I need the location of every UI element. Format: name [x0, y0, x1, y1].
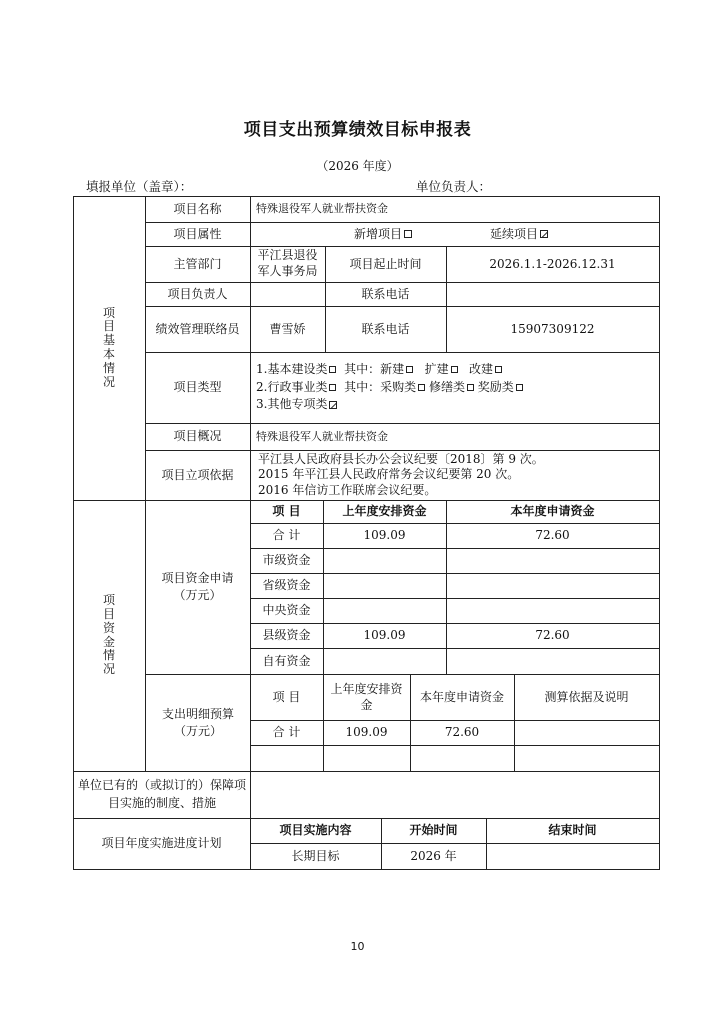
table-row-this — [446, 548, 659, 573]
contact-value: 曹雪娇 — [269, 321, 306, 336]
basis-value — [250, 450, 659, 500]
checkbox-icon[interactable] — [329, 384, 336, 391]
basic-section-label: 项目基本情况 — [102, 305, 115, 389]
type-line-2: 2.行政事业类 其中：采购类 修缮类 奖励类 — [256, 379, 523, 396]
basis-label: 项目立项依据 — [161, 467, 234, 482]
period-value: 2026.1.1-2026.12.31 — [489, 256, 616, 271]
checkbox-icon[interactable] — [467, 384, 474, 391]
attr-continue-option[interactable]: 延续项目 — [490, 227, 548, 242]
overview-label: 项目概况 — [173, 429, 222, 443]
table-row-last — [323, 598, 446, 623]
table-row-this: 72.60 — [535, 628, 570, 642]
project-name-label: 项目名称 — [173, 201, 222, 216]
table-row-last: 109.09 — [363, 628, 406, 642]
table-row-label: 市级资金 — [262, 553, 311, 567]
form-title: 项目支出预算绩效目标申报表 — [243, 120, 472, 140]
table-row-last — [323, 648, 446, 674]
funds-apply-label: 项目资金申请（万元） — [161, 571, 234, 602]
overview-value: 特殊退役军人就业帮扶资金 — [256, 429, 388, 443]
type-line-3: 3.其他专项类 — [256, 396, 337, 413]
detail-col-basis: 测算依据及说明 — [544, 689, 629, 704]
contact-label: 绩效管理联络员 — [155, 321, 240, 336]
table-row-last — [323, 548, 446, 573]
table-row-last — [323, 573, 446, 598]
table-row-label: 自有资金 — [262, 653, 311, 668]
table-row-label: 合 计 — [272, 528, 301, 542]
detail-budget-label: 支出明细预算（万元） — [161, 706, 234, 738]
dept-label: 主管部门 — [173, 256, 222, 271]
basis-line: 2016 年信访工作联席会议纪要。 — [258, 482, 437, 497]
form-year: （2026 年度） — [316, 159, 399, 173]
page-number: 10 — [350, 940, 365, 953]
checkbox-icon[interactable] — [329, 366, 336, 373]
table-row-label: 中央资金 — [262, 603, 311, 617]
unit-responsible-label: 单位负责人： — [416, 179, 492, 194]
plan-label: 项目年度实施进度计划 — [101, 836, 222, 850]
leader-value — [250, 282, 325, 306]
basis-line: 2015 年平江县人民政府常务会议纪要第 20 次。 — [258, 467, 520, 482]
checkbox-icon[interactable] — [495, 366, 502, 373]
phone-value — [446, 282, 659, 306]
phone2-label: 联系电话 — [361, 321, 410, 336]
col-last-header: 上年度安排资金 — [342, 504, 427, 518]
detail-col-this: 本年度申请资金 — [419, 689, 504, 704]
project-type-label: 项目类型 — [173, 380, 222, 394]
plan-col-content: 项目实施内容 — [279, 823, 352, 837]
table-row-label: 县级资金 — [262, 628, 311, 642]
table-row-this — [446, 573, 659, 598]
project-name-value: 特殊退役军人就业帮扶资金 — [256, 202, 388, 216]
plan-col-end: 结束时间 — [548, 823, 597, 837]
checkbox-icon[interactable] — [418, 384, 425, 391]
table-row-label: 省级资金 — [262, 578, 311, 592]
attr-new-option[interactable]: 新增项目 — [354, 227, 412, 242]
table-row-this: 72.60 — [535, 528, 570, 542]
system-measures-value — [250, 771, 659, 818]
phone-label: 联系电话 — [361, 286, 410, 301]
project-type-options — [250, 352, 659, 423]
filling-unit-label: 填报单位（盖章）： — [86, 179, 193, 194]
col-this-header: 本年度申请资金 — [510, 504, 595, 518]
table-row-last: 109.09 — [363, 528, 406, 542]
plan-start: 2026 年 — [410, 848, 457, 863]
funds-section-label: 项目资金情况 — [102, 593, 115, 677]
type-line-1: 1.基本建设类 其中：新建 扩建 改建 — [256, 361, 502, 378]
table-row-this — [446, 648, 659, 674]
col-item-header: 项 目 — [272, 504, 301, 518]
detail-total-label: 合 计 — [272, 725, 301, 739]
checked-checkbox-icon — [540, 230, 548, 238]
project-attr-options — [250, 222, 659, 246]
detail-col-last: 上年度安排资金 — [330, 681, 403, 712]
checkbox-icon[interactable] — [516, 384, 523, 391]
detail-col-item: 项 目 — [272, 689, 301, 704]
plan-col-start: 开始时间 — [409, 823, 458, 837]
project-attr-label: 项目属性 — [173, 226, 222, 241]
checked-checkbox-icon[interactable] — [329, 401, 337, 409]
checkbox-icon[interactable] — [451, 366, 458, 373]
period-label: 项目起止时间 — [349, 256, 422, 271]
plan-content: 长期目标 — [291, 848, 340, 863]
dept-value: 平江县退役军人事务局 — [257, 248, 318, 278]
detail-total-this: 72.60 — [444, 725, 480, 739]
detail-total-last: 109.09 — [345, 725, 388, 739]
table-row-this — [446, 598, 659, 623]
basis-line: 平江县人民政府县长办公会议纪要〔2018〕第 9 次。 — [258, 451, 544, 466]
checkbox-icon — [404, 230, 412, 238]
checkbox-icon[interactable] — [406, 366, 413, 373]
leader-label: 项目负责人 — [167, 286, 228, 301]
system-measures-label: 单位已有的（或拟订的）保障项目实施的制度、措施 — [78, 778, 247, 810]
plan-end — [486, 843, 659, 869]
phone2-value: 15907309122 — [510, 321, 595, 336]
